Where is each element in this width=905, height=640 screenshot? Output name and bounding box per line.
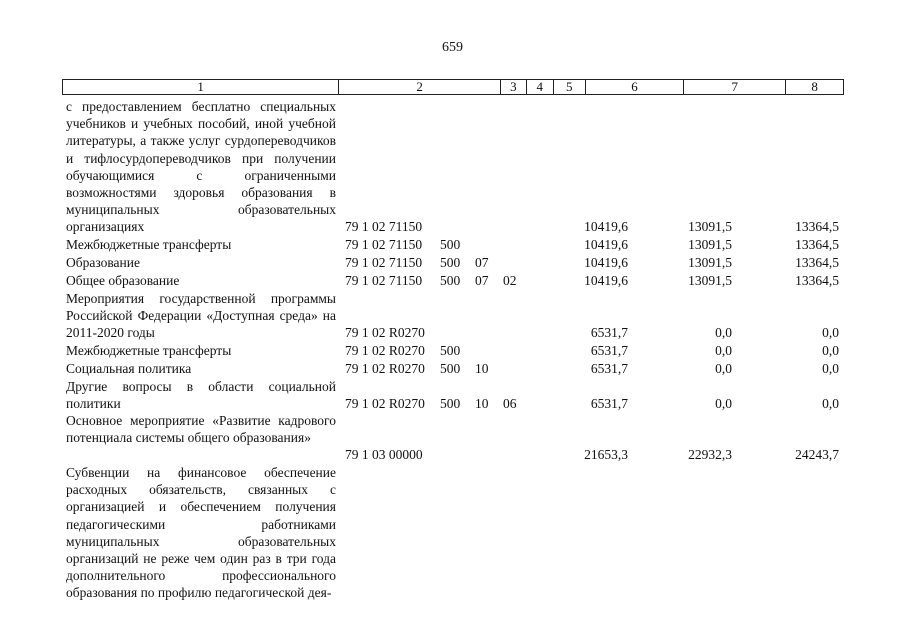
row-description: Другие вопросы в области социальной политики — [66, 379, 336, 412]
column-header-1: 1 — [63, 80, 339, 94]
row-value-6: 6531,7 — [590, 343, 628, 358]
row-col5: 02 — [503, 273, 517, 288]
row-code: 79 1 02 71150 — [345, 273, 423, 288]
row-value-6: 6531,7 — [590, 325, 628, 341]
table-header — [62, 79, 844, 95]
row-value-7: 13091,5 — [688, 219, 732, 235]
column-header-3: 3 — [501, 80, 527, 94]
row-value-7: 0,0 — [715, 325, 732, 341]
row-value-8: 13364,5 — [795, 237, 839, 252]
row-col4: 10 — [475, 361, 489, 376]
row-description: Межбюджетные трансферты — [66, 343, 232, 358]
row-value-8: 24243,7 — [795, 447, 839, 463]
row-code: 79 1 02 R0270 — [345, 361, 425, 376]
row-description: Образование — [66, 255, 140, 270]
row-col4: 07 — [475, 273, 489, 288]
row-col3: 500 — [440, 396, 461, 412]
row-value-8: 0,0 — [822, 343, 839, 358]
row-code: 79 1 02 71150 — [345, 237, 423, 252]
row-value-6: 10419,6 — [584, 237, 628, 252]
row-col5: 06 — [503, 396, 517, 412]
row-value-8: 0,0 — [822, 325, 839, 341]
row-description: Общее образование — [66, 273, 180, 288]
row-col3: 500 — [440, 255, 461, 270]
column-header-8: 8 — [811, 79, 818, 94]
row-code: 79 1 02 71150 — [345, 219, 423, 235]
row-description: Мероприятия государственной программы Российской Федерации «Доступная среда» на 2011-2020 годы — [66, 291, 336, 341]
row-value-7: 0,0 — [715, 361, 732, 376]
row-code: 79 1 02 R0270 — [345, 396, 425, 412]
row-value-8: 0,0 — [822, 361, 839, 376]
row-value-6: 21653,3 — [584, 447, 628, 463]
page-number: 659 — [442, 40, 463, 55]
row-value-7: 13091,5 — [688, 273, 732, 288]
row-col4: 10 — [475, 396, 489, 412]
column-header-4: 4 — [527, 80, 554, 94]
row-description: Социальная политика — [66, 361, 192, 376]
row-value-8: 0,0 — [822, 396, 839, 412]
row-value-8: 13364,5 — [795, 219, 839, 235]
row-value-7: 13091,5 — [688, 255, 732, 270]
column-header-6: 6 — [586, 80, 685, 94]
row-description: с предоставлением бесплатно специальных учебников и учебных пособий, иной учебной литературы, а также услуг сурдопереводчиков и тифлосурдопереводчиков при получении обучающимися с ограниченными возможностями здоровья образования в муниципальных образовательных организациях — [66, 99, 336, 235]
row-value-7: 0,0 — [715, 343, 732, 358]
row-col3: 500 — [440, 361, 461, 376]
row-col3: 500 — [440, 273, 461, 288]
row-value-8: 13364,5 — [795, 255, 839, 270]
row-col3: 500 — [440, 343, 461, 358]
row-description: Субвенции на финансовое обеспечение расходных обязательств, связанных с организацией и обеспечением получения педагогическими работниками муниципальных образовательных организаций не реже чем один раз в три года дополнительного профессионального образования по профилю педагогической дея- — [66, 465, 336, 601]
row-code: 79 1 02 71150 — [345, 255, 423, 270]
row-value-6: 6531,7 — [590, 396, 628, 412]
row-value-6: 10419,6 — [584, 219, 628, 235]
column-header-5: 5 — [554, 80, 586, 94]
row-value-7: 0,0 — [715, 396, 732, 412]
row-code: 79 1 02 R0270 — [345, 325, 425, 341]
row-value-7: 13091,5 — [688, 237, 732, 252]
row-description: Межбюджетные трансферты — [66, 237, 232, 252]
row-code: 79 1 02 R0270 — [345, 343, 425, 358]
column-header-2: 2 — [339, 80, 501, 94]
row-value-6: 10419,6 — [584, 255, 628, 270]
row-col3: 500 — [440, 237, 461, 252]
row-value-7: 22932,3 — [688, 447, 732, 463]
row-value-6: 6531,7 — [590, 361, 628, 376]
row-description: Основное мероприятие «Развитие кадрового потенциала системы общего образования» — [66, 413, 336, 446]
column-header-7: 7 — [684, 80, 786, 94]
row-value-8: 13364,5 — [795, 273, 839, 288]
row-value-6: 10419,6 — [584, 273, 628, 288]
row-col4: 07 — [475, 255, 489, 270]
row-code: 79 1 03 00000 — [345, 447, 423, 463]
